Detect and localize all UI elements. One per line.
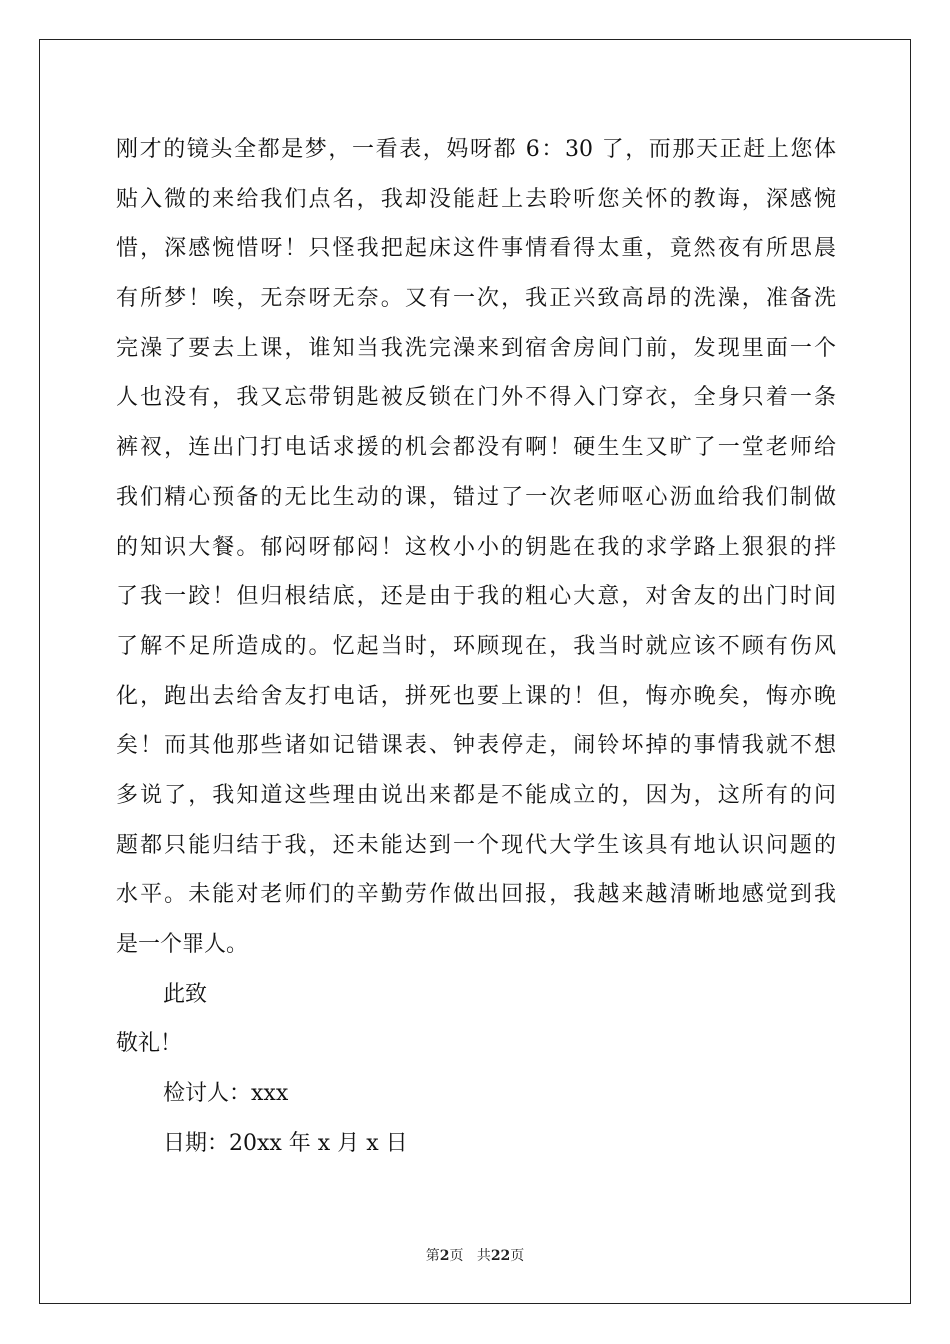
body-line: 多说了，我知道这些理由说出来都是不能成立的，因为，这所有的问 — [116, 782, 836, 808]
page-footer — [0, 1245, 950, 1265]
body-line: 完澡了要去上课，谁知当我洗完澡来到宿舍房间门前，发现里面一个 — [116, 335, 836, 361]
body-line: 人也没有，我又忘带钥匙被反锁在门外不得入门穿衣，全身只着一条 — [116, 385, 836, 411]
body-line: 有所梦！唉，无奈呀无奈。又有一次，我正兴致高昂的洗澡，准备洗 — [116, 286, 836, 312]
total-pages: 22 — [490, 1248, 511, 1264]
body-line: 水平。未能对老师们的辛勤劳作做出回报，我越来越清晰地感觉到我 — [116, 882, 836, 908]
body-line: 惜，深感惋惜呀！只怪我把起床这件事情看得太重，竟然夜有所思晨 — [116, 236, 836, 262]
body-line: 刚才的镜头全都是梦，一看表，妈呀都 6：30 了，而那天正赶上您体 — [116, 137, 836, 162]
document-body — [116, 125, 836, 1168]
body-line: 化，跑出去给舍友打电话，拼死也要上课的！但，悔亦晚矣，悔亦晚 — [116, 683, 836, 709]
body-line: 贴入微的来给我们点名，我却没能赶上去聆听您关怀的教诲，深感惋 — [116, 186, 836, 212]
page-suffix: 页 — [449, 1248, 464, 1264]
body-line: 矣！而其他那些诸如记错课表、钟表停走，闹铃坏掉的事情我就不想 — [116, 733, 836, 759]
page-prefix: 第 — [425, 1248, 440, 1264]
page-number: 2 — [439, 1248, 450, 1264]
body-line: 题都只能归结于我，还未能达到一个现代大学生该具有地认识问题的 — [116, 832, 836, 858]
date-line: 日期：20xx 年 x 月 x 日 — [163, 1130, 408, 1156]
closing-text: 此致 — [163, 981, 208, 1007]
body-line-last: 是一个罪人。 — [116, 932, 249, 957]
signer-line: 检讨人：xxx — [163, 1081, 289, 1107]
body-line: 了我一跤！但归根结底，还是由于我的粗心大意，对舍友的出门时间 — [116, 584, 836, 610]
body-line: 了解不足所造成的。忆起当时，环顾现在，我当时就应该不顾有伤风 — [116, 633, 836, 659]
salutation-text: 敬礼！ — [116, 1031, 183, 1057]
total-suffix: 页 — [510, 1248, 525, 1264]
total-prefix: 共 — [476, 1248, 491, 1264]
body-line: 的知识大餐。郁闷呀郁闷！这枚小小的钥匙在我的求学路上狠狠的拌 — [116, 534, 836, 560]
body-line: 裤衩，连出门打电话求援的机会都没有啊！硬生生又旷了一堂老师给 — [116, 435, 836, 461]
body-line: 我们精心预备的无比生动的课，错过了一次老师呕心沥血给我们制做 — [116, 484, 836, 510]
